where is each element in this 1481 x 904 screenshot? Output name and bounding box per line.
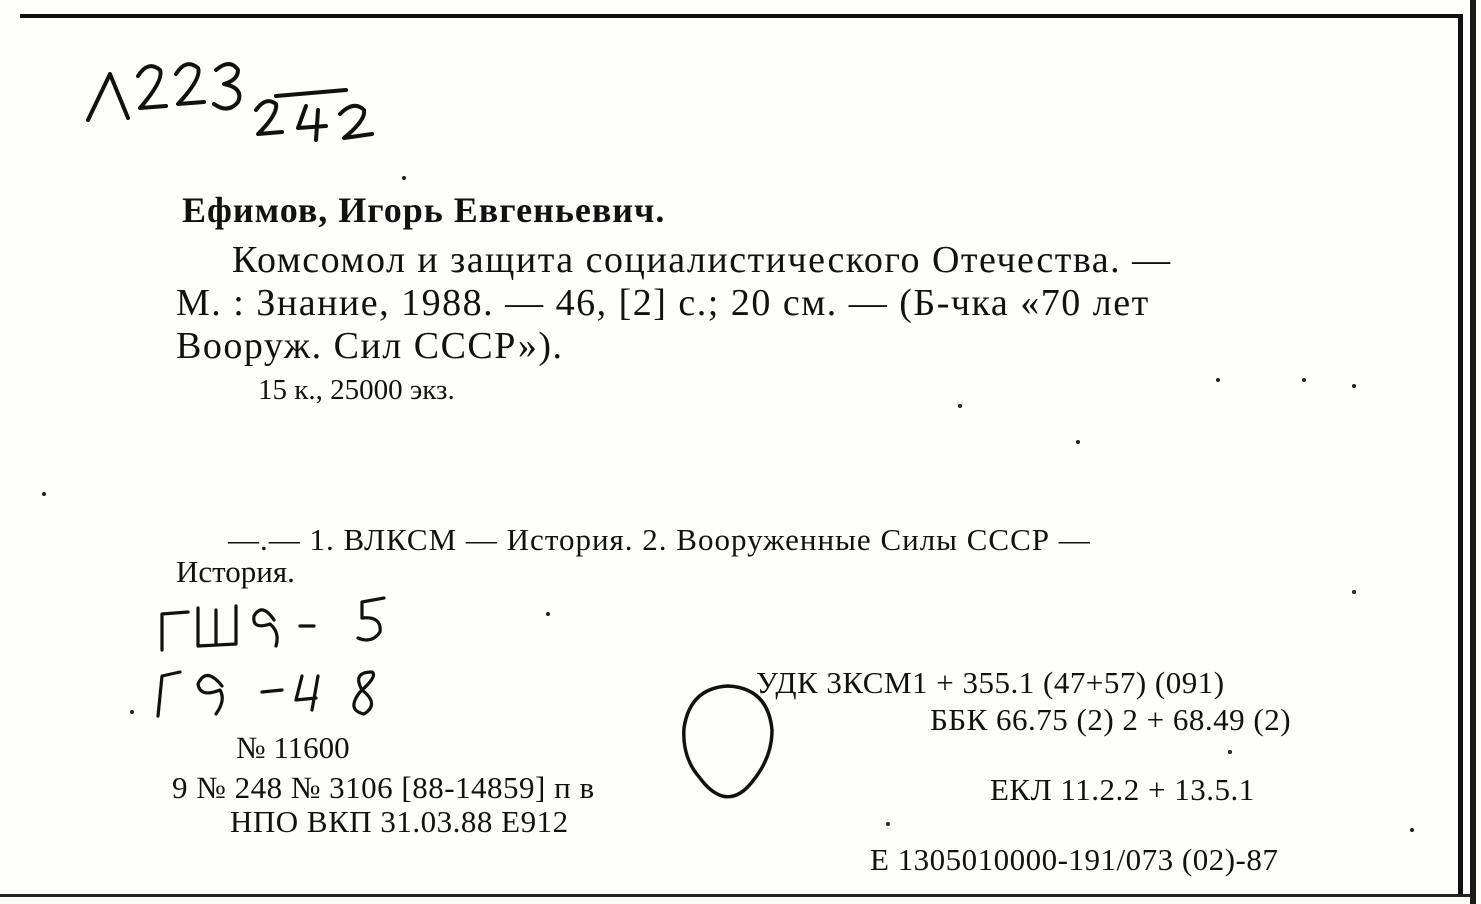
speck <box>886 822 890 826</box>
card-hole-outline <box>676 682 782 806</box>
price-and-print-run: 15 к., 25000 экз. <box>258 374 455 406</box>
speck <box>1076 440 1080 444</box>
speck <box>1216 378 1220 382</box>
title-line-2: М. : Знание, 1988. — 46, [2] с.; 20 см. — (Б-чка «70 лет <box>176 282 1150 324</box>
speck <box>1410 828 1414 832</box>
inventory-mark-handwriting <box>78 44 418 144</box>
title-line-1: Комсомол и защита социалистического Отечества. — <box>232 239 1172 281</box>
speck <box>1302 378 1306 382</box>
card-edge-shadow <box>1470 0 1476 904</box>
ekl-index: ЕКЛ 11.2.2 + 13.5.1 <box>990 772 1255 807</box>
card-border-right <box>1458 14 1463 894</box>
speck <box>1352 590 1356 594</box>
speck <box>130 710 134 714</box>
speck <box>546 612 550 616</box>
print-number: № 11600 <box>236 730 350 765</box>
udk-index: УДК 3КСМ1 + 355.1 (47+57) (091) <box>756 665 1225 700</box>
handwritten-shelf-codes <box>140 580 410 720</box>
speck <box>402 176 406 180</box>
card-border-bottom <box>0 894 1470 897</box>
subject-headings-line-2: История. <box>176 554 295 589</box>
print-info-line-3: НПО ВКП 31.03.88 Е912 <box>230 804 569 839</box>
speck <box>1228 750 1232 754</box>
speck <box>42 492 46 496</box>
title-line-3: Вооруж. Сил СССР»). <box>176 325 564 367</box>
card-border-top <box>20 14 1460 18</box>
author-heading: Ефимов, Игорь Евгеньевич. <box>182 190 666 230</box>
speck <box>958 404 962 408</box>
subject-headings-line-1: —.— 1. ВЛКСМ — История. 2. Вооруженные Силы СССР — <box>228 522 1091 557</box>
e-code: Е 1305010000-191/073 (02)-87 <box>870 842 1279 877</box>
bbk-index: ББК 66.75 (2) 2 + 68.49 (2) <box>930 702 1292 737</box>
print-info-line-2: 9 № 248 № 3106 [88-14859] п в <box>172 770 595 805</box>
speck <box>1352 384 1356 388</box>
